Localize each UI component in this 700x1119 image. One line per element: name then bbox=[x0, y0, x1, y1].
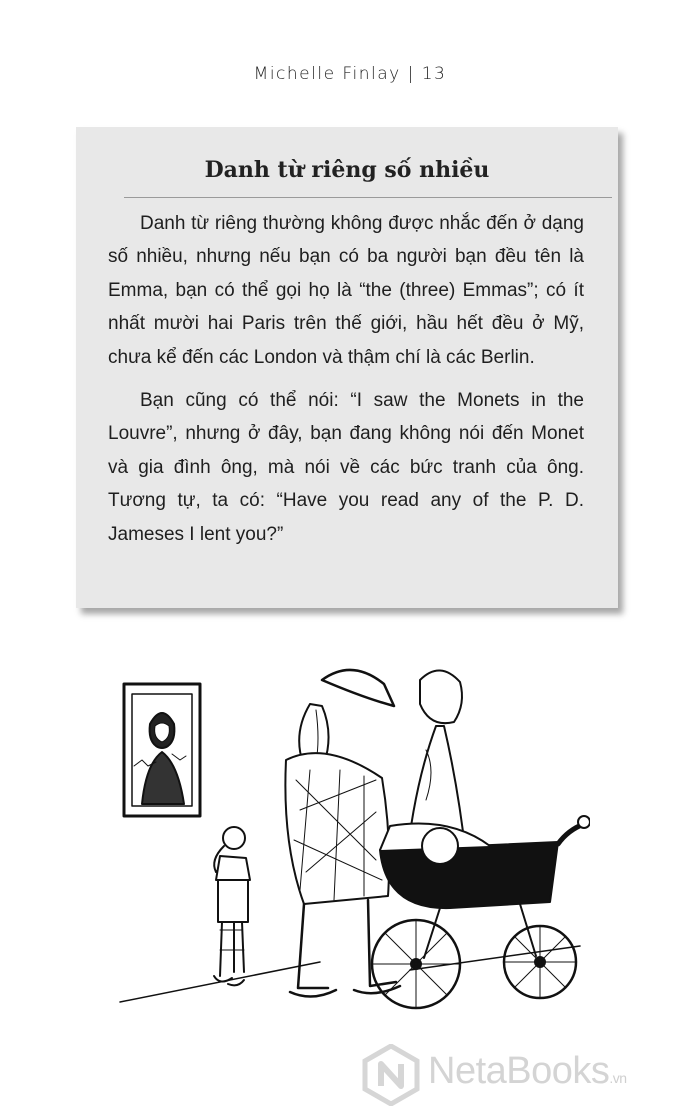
running-head: Michelle Finlay | 13 bbox=[253, 64, 447, 84]
box-paragraph-1: Danh từ riêng thường không được nhắc đến ở dạng số nhiều, nhưng nếu bạn có ba người bạn đều tên là Emma, bạn có thể gọi họ là “the (three) Emmas”; có ít nhất mười hai Paris trên thế giới, hầu hết đều ở Mỹ, chưa kể đến các London và thậm chí là các Berlin. bbox=[108, 213, 584, 368]
watermark-suffix: .vn bbox=[609, 1070, 627, 1086]
mona-lisa-painting bbox=[124, 684, 200, 816]
box-paragraph-2: Bạn cũng có thể nói: “I saw the Monets in the Louvre”, nhưng ở đây, bạn đang không nói đến Monet và gia đình ông, mà nói về các bức tranh của ông. Tương tự, ta có: “Have you read any of the P. D. Jameses I lent you?” bbox=[108, 390, 584, 545]
watermark-brand: NetaBooks bbox=[428, 1050, 610, 1092]
watermark-text bbox=[428, 1050, 627, 1093]
baby-pram bbox=[372, 816, 590, 1008]
museum-family-sketch bbox=[110, 650, 590, 1030]
box-title: Danh từ riêng số nhiều bbox=[204, 157, 490, 183]
title-divider bbox=[124, 197, 612, 198]
netabooks-n-logo-icon bbox=[362, 1044, 420, 1106]
box-body bbox=[108, 207, 584, 561]
netabooks-watermark bbox=[362, 1040, 692, 1110]
sidebar-box bbox=[76, 127, 618, 608]
boy-figure bbox=[214, 827, 250, 985]
old-man-figure bbox=[285, 670, 400, 997]
